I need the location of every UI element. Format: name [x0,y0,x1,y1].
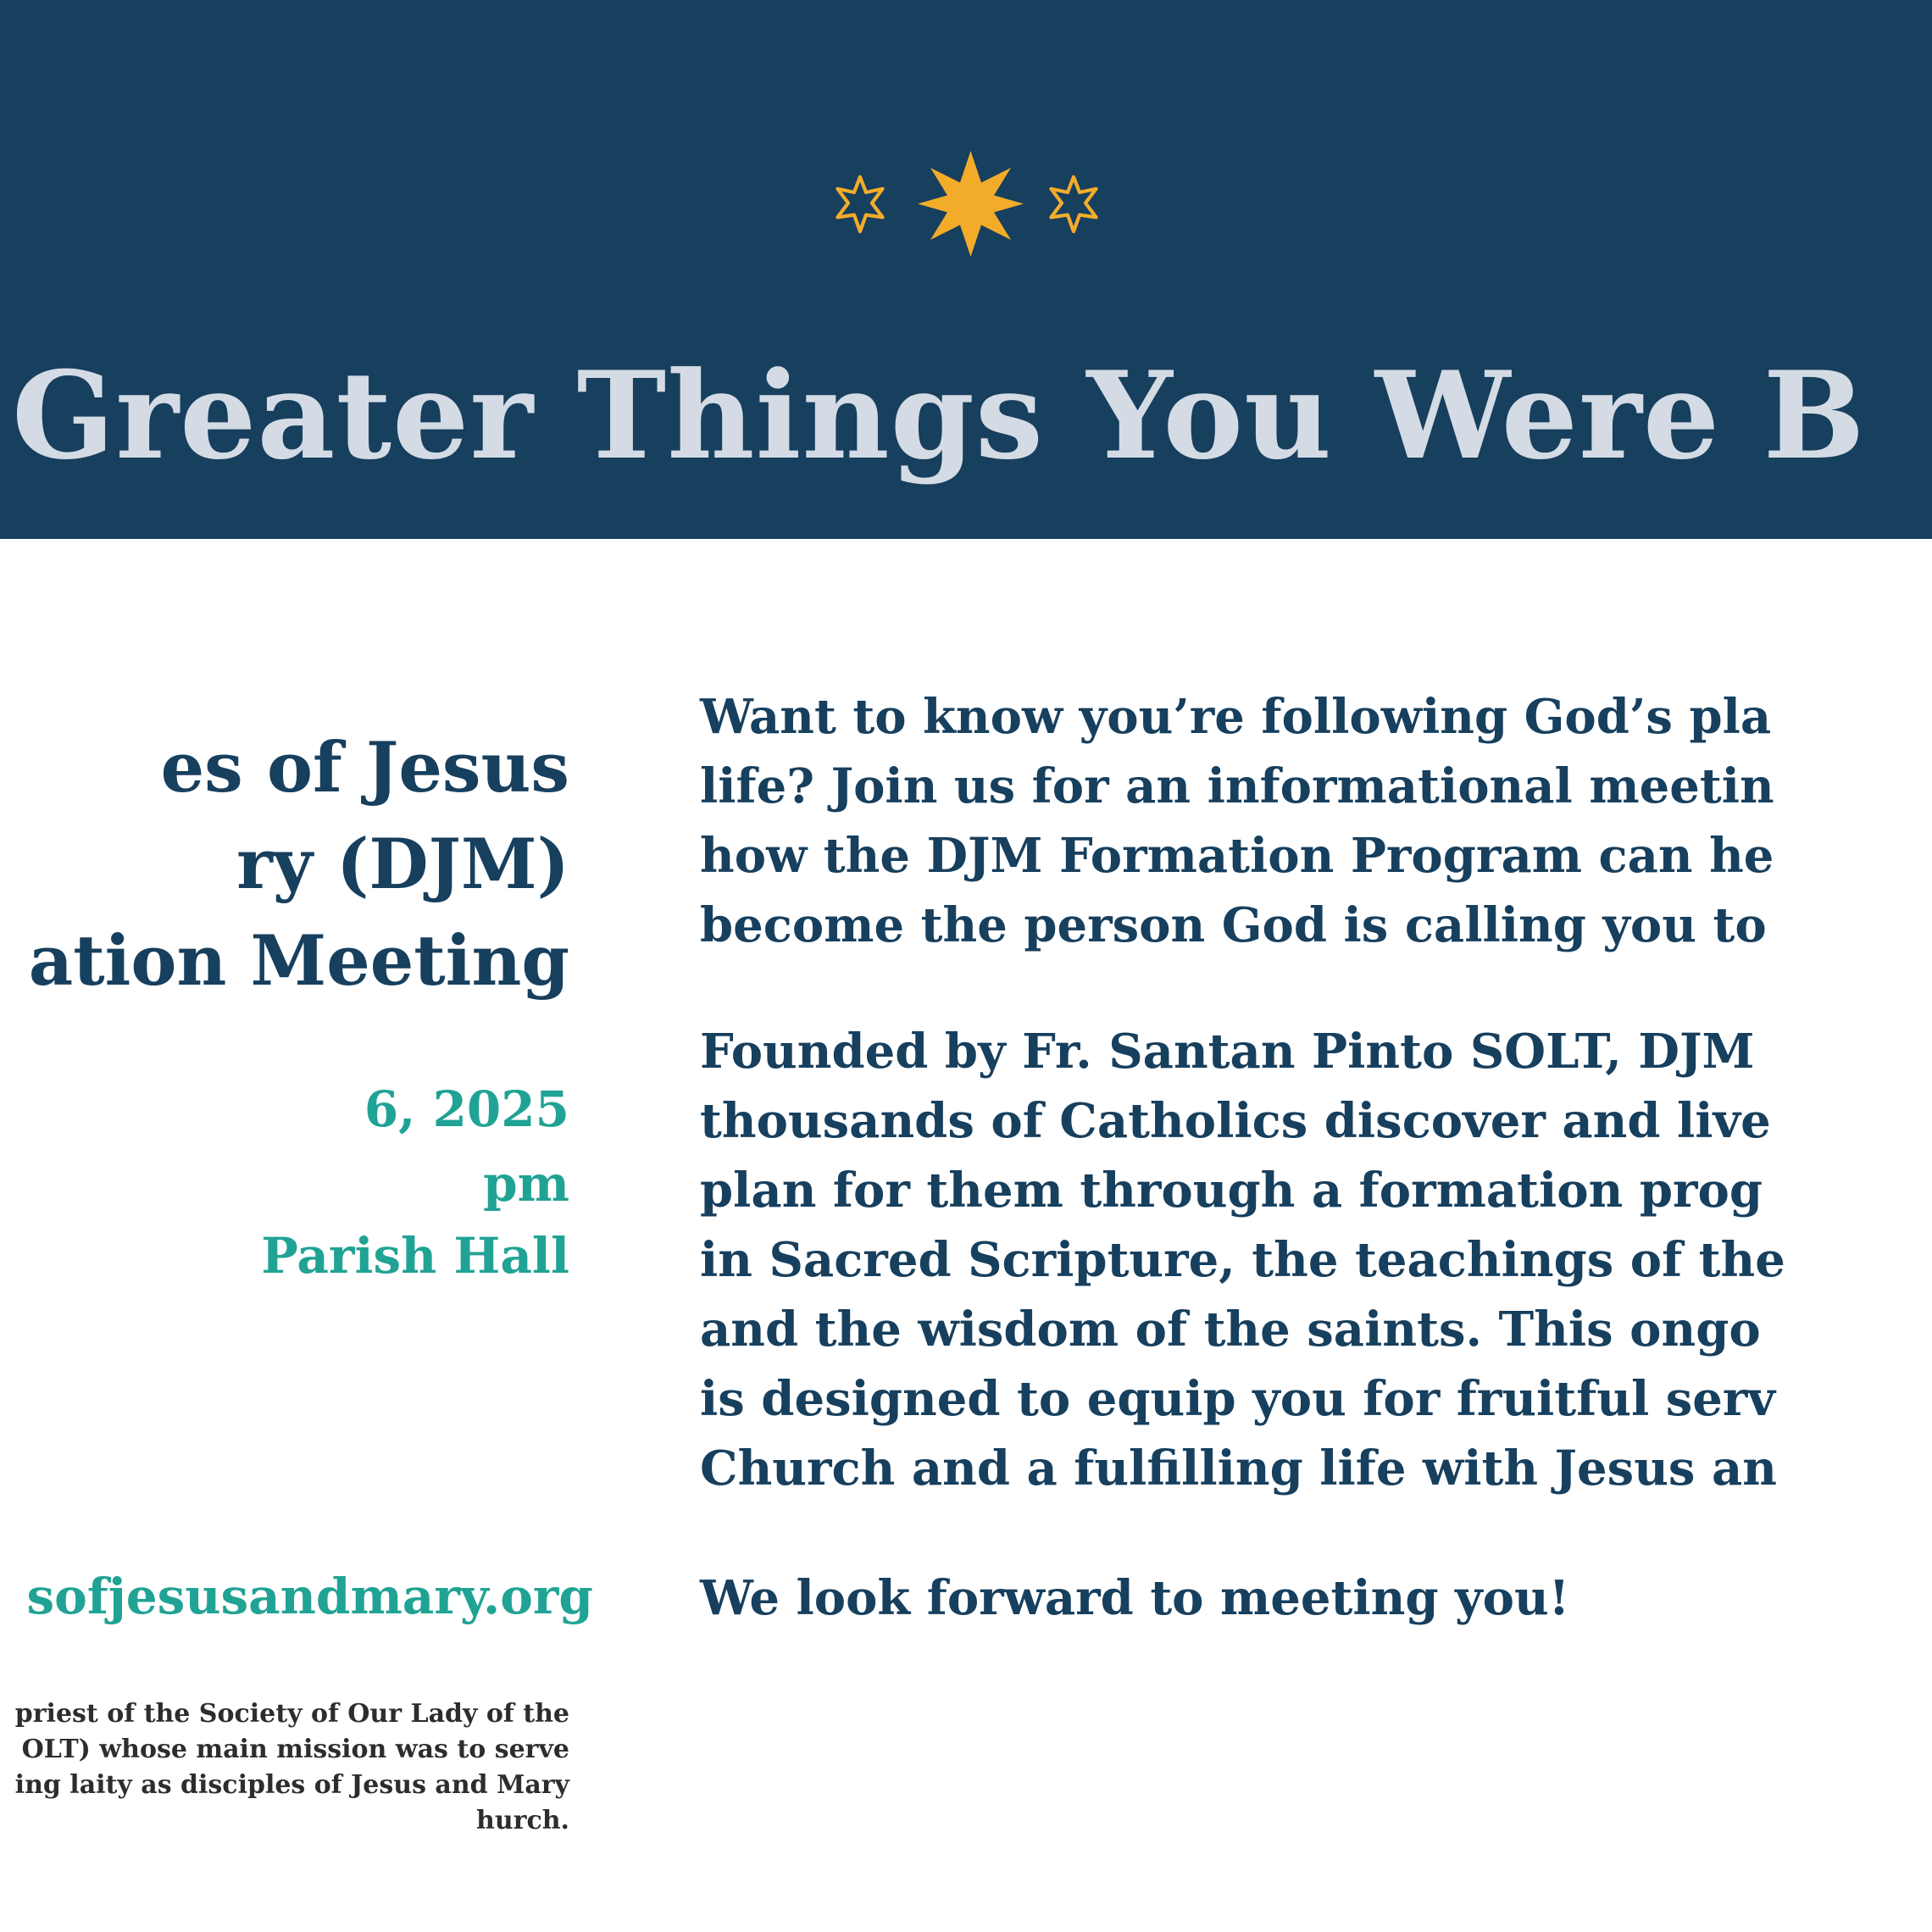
founder-note [0,1696,569,1839]
founder-note-line: hurch. [476,1806,569,1835]
event-title-line: ry (DJM) [236,824,569,905]
intro-paragraph [700,682,1774,960]
founder-note-line: OLT) whose main mission was to serve [21,1735,569,1764]
founding-line: Founded by Fr. Santan Pinto SOLT, DJM [700,1024,1755,1080]
website-link[interactable]: sofjesusandmary.org [26,1568,593,1625]
closing-line: We look forward to meeting you! [700,1570,1570,1626]
outline-star-icon [830,175,890,234]
outline-star-icon [1044,175,1103,234]
event-location: Parish Hall [261,1227,569,1285]
intro-line: life? Join us for an informational meetin [700,758,1774,814]
event-date: 6, 2025 [364,1080,569,1138]
event-time: pm [483,1155,569,1213]
founder-note-line: ing laity as disciples of Jesus and Mary [14,1770,569,1800]
event-title [29,720,569,1010]
founding-line: in Sacred Scripture, the teachings of the [700,1232,1785,1288]
top-banner [0,0,1932,539]
intro-line: Want to know you’re following God’s pla [700,689,1772,745]
intro-line: become the person God is calling you to [700,897,1767,953]
event-details [0,720,644,1835]
star-ornament [830,151,1110,257]
founder-note-line: priest of the Society of Our Lady of the [14,1699,569,1729]
intro-line: how the DJM Formation Program can he [700,828,1774,884]
founding-line: is designed to equip you for fruitful serv [700,1371,1775,1427]
banner-headline: Greater Things You Were B [12,346,1866,487]
event-title-line: ation Meeting [28,921,569,1002]
founding-paragraph [700,1017,1785,1503]
event-title-line: es of Jesus [160,728,569,808]
founding-line: thousands of Catholics discover and live [700,1093,1771,1149]
founding-line: and the wisdom of the saints. This ongo [700,1302,1761,1357]
founding-line: Church and a fulfilling life with Jesus an [700,1441,1777,1496]
invitation-copy [700,682,1932,1631]
founding-line: plan for them through a formation prog [700,1163,1763,1219]
filled-star-icon [918,151,1024,257]
